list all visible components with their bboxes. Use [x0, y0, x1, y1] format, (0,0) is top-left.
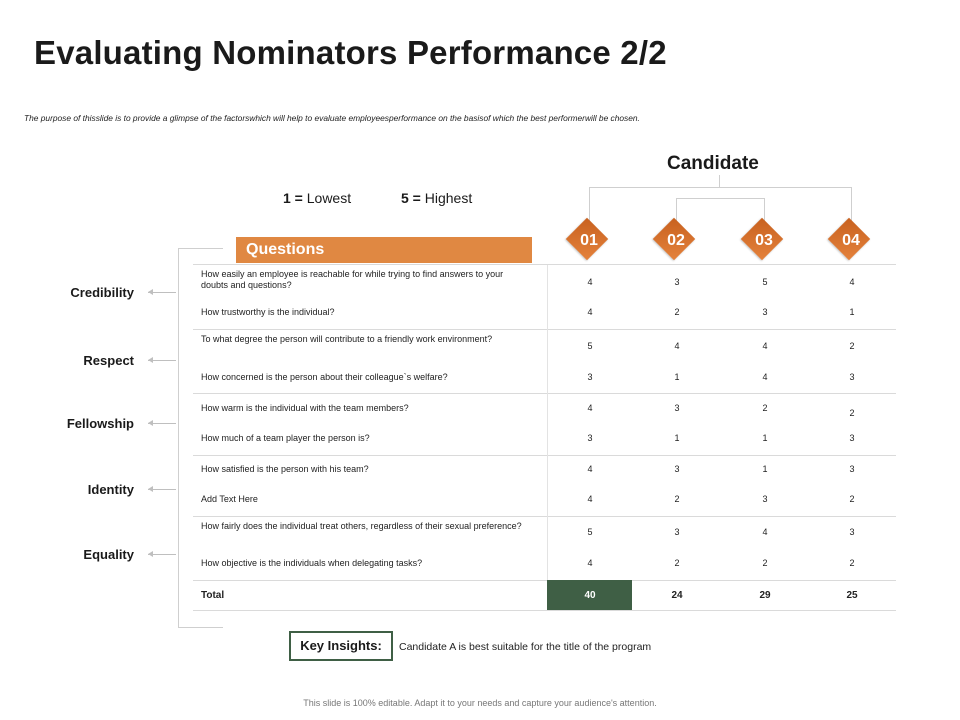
- candidate-badge-02: [657, 222, 695, 260]
- total-value: 40: [584, 590, 596, 601]
- score-cell: 2: [849, 494, 855, 504]
- score-cell: 3: [587, 372, 593, 382]
- score-cell: 2: [674, 307, 680, 317]
- column-divider: [547, 265, 548, 610]
- score-cell: 1: [849, 307, 855, 317]
- score-cell: 4: [762, 527, 768, 537]
- candidate-badge-03: [745, 222, 783, 260]
- score-cell: 5: [587, 527, 593, 537]
- category-identity: Identity: [87, 482, 134, 497]
- score-cell: 1: [762, 433, 768, 443]
- question-text: How much of a team player the person is?: [201, 433, 370, 443]
- score-cell: 4: [587, 307, 593, 317]
- scale-low-number: 1 =: [283, 190, 303, 206]
- left-arrow-icon: [148, 292, 176, 293]
- score-cell: 1: [762, 464, 768, 474]
- candidate-number: 02: [667, 232, 685, 249]
- candidate-badge-04: [832, 222, 870, 260]
- category-fellowship: Fellowship: [66, 416, 134, 431]
- candidate-bracket-drop-1: [589, 187, 590, 223]
- candidate-badge-01: [570, 222, 608, 260]
- score-cell: 2: [762, 558, 768, 568]
- category-equality: Equality: [83, 547, 134, 562]
- candidate-number: 03: [755, 232, 773, 249]
- candidate-number: 01: [580, 232, 598, 249]
- question-text: How satisfied is the person with his team?: [201, 464, 369, 474]
- score-cell: 3: [674, 403, 680, 413]
- score-cell: 4: [762, 372, 768, 382]
- score-cell: 2: [674, 558, 680, 568]
- table-divider: [193, 329, 896, 330]
- score-cell: 1: [674, 372, 680, 382]
- left-arrow-icon: [148, 554, 176, 555]
- table-divider: [193, 264, 896, 265]
- key-insights-text: Candidate A is best suitable for the title of the program: [399, 641, 652, 653]
- score-cell: 2: [762, 403, 768, 413]
- category-respect: Respect: [83, 353, 134, 368]
- total-value: 24: [671, 590, 683, 601]
- score-cell: 5: [762, 277, 768, 287]
- scale-high-text: Highest: [420, 190, 473, 206]
- question-text: Add Text Here: [201, 494, 258, 504]
- left-arrow-icon: [148, 423, 176, 424]
- candidate-bracket-top: [589, 187, 851, 188]
- score-cell: 3: [849, 464, 855, 474]
- candidate-bracket-drop-4: [851, 187, 852, 223]
- table-divider: [193, 455, 896, 456]
- table-divider: [193, 393, 896, 394]
- score-cell: 2: [674, 494, 680, 504]
- scale-low-text: Lowest: [302, 190, 352, 206]
- scale-high-number: 5 =: [401, 190, 421, 206]
- score-cell: 3: [849, 433, 855, 443]
- candidate-number: 04: [842, 232, 860, 249]
- score-cell: 3: [762, 494, 768, 504]
- score-cell: 3: [674, 464, 680, 474]
- score-cell: 4: [587, 277, 593, 287]
- left-arrow-icon: [148, 489, 176, 490]
- score-cell: 3: [849, 527, 855, 537]
- score-cell: 4: [762, 341, 768, 351]
- score-cell: 3: [762, 307, 768, 317]
- score-cell: 4: [587, 403, 593, 413]
- candidate-label: Candidate: [667, 153, 759, 174]
- total-label: Total: [201, 590, 225, 601]
- table-divider: [193, 610, 896, 611]
- score-cell: 4: [587, 558, 593, 568]
- table-divider: [193, 580, 896, 581]
- question-text: How concerned is the person about their colleague`s welfare?: [201, 372, 448, 382]
- score-cell: 5: [587, 341, 593, 351]
- score-cell: 4: [587, 494, 593, 504]
- total-value: 29: [759, 590, 771, 601]
- page-title: Evaluating Nominators Performance 2/2: [34, 34, 667, 71]
- score-cell: 2: [849, 558, 855, 568]
- score-cell: 4: [587, 464, 593, 474]
- page-subtitle: The purpose of thisslide is to provide a glimpse of the factorswhich will help to evaluate employeesperformance on the basisof which the best performerwill be chosen.: [24, 113, 640, 123]
- question-text: How warm is the individual with the team members?: [201, 403, 409, 413]
- score-cell: 1: [674, 433, 680, 443]
- score-cell: 2: [849, 341, 855, 351]
- score-cell: 2: [849, 408, 855, 418]
- question-text: How fairly does the individual treat others, regardless of their sexual preference?: [201, 521, 522, 531]
- table-divider: [193, 516, 896, 517]
- questions-header: Questions: [236, 237, 532, 263]
- question-text: How trustworthy is the individual?: [201, 307, 335, 317]
- category-credibility: Credibility: [70, 285, 134, 300]
- score-cell: 3: [674, 527, 680, 537]
- scale-highest: [401, 190, 472, 206]
- score-cell: 3: [587, 433, 593, 443]
- candidate-bracket-stem: [719, 175, 720, 187]
- score-cell: 3: [674, 277, 680, 287]
- question-text: To what degree the person will contribute to a friendly work environment?: [201, 334, 493, 344]
- question-text: How easily an employee is reachable for while trying to find answers to your doubts and questions?: [201, 269, 504, 290]
- footer-note: This slide is 100% editable. Adapt it to your needs and capture your audience's attention.: [303, 698, 657, 708]
- score-cell: 4: [674, 341, 680, 351]
- total-value: 25: [846, 590, 858, 601]
- scale-lowest: [283, 190, 351, 206]
- left-arrow-icon: [148, 360, 176, 361]
- key-insights-label: Key Insights:: [289, 631, 393, 661]
- candidate-bracket-mid: [676, 198, 765, 199]
- score-cell: 4: [849, 277, 855, 287]
- score-cell: 3: [849, 372, 855, 382]
- question-text: How objective is the individuals when delegating tasks?: [201, 558, 423, 568]
